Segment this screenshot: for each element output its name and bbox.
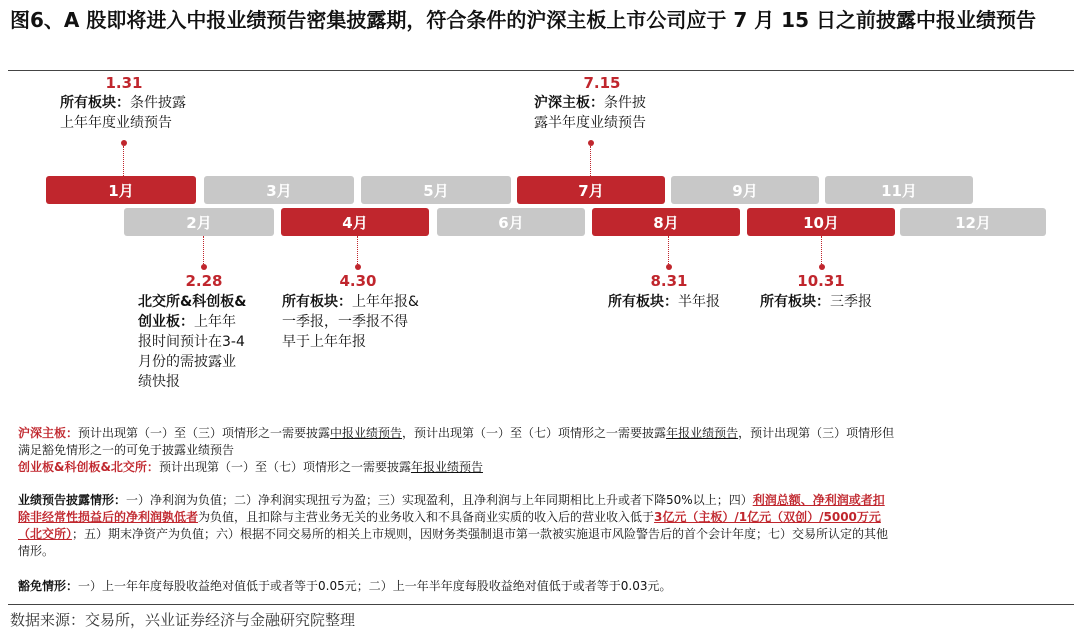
month-bar-11: 11月 [825,176,973,204]
event-2-28-dot [201,264,207,270]
event-2-28-line4: 绩快报 [138,374,180,390]
event-10-31-connector [821,236,822,266]
event-4-30-line3: 早于上年年报 [282,334,366,350]
event-10-31-dot [819,264,825,270]
event-2-28-line3: 月份的需披露业 [138,354,236,370]
note-main-board-text-e: ，预计出现第（三）项情形但 [738,426,895,440]
event-2-28-connector [203,236,204,266]
event-8-31-line1: 半年报 [678,294,720,310]
month-bar-12: 12月 [900,208,1046,236]
event-8-31-dot [666,264,672,270]
month-bar-5: 5月 [361,176,511,204]
event-10-31-desc [760,292,910,312]
event-4-30-date: 4.30 [339,272,377,290]
note-exemption-text: 一）上一年年度每股收益绝对值低于或者等于0.05元；二）上一年半年度每股收益绝对值低于或者等于0.03元。 [78,579,672,593]
month-bar-7: 7月 [517,176,665,204]
note-growth-boards-label: 创业板&科创板&北交所： [18,460,159,474]
note-main-board-text-b: 中报业绩预告 [330,426,403,440]
event-8-31-connector [668,236,669,266]
note-main-board [18,425,1068,459]
event-4-30-dot [355,264,361,270]
event-10-31-line1: 三季报 [830,294,872,310]
month-bar-9: 9月 [671,176,819,204]
note-growth-boards-text-a: 预计出现第（一）至（七）项情形之一需要披露 [158,460,411,474]
event-10-31-date: 10.31 [797,272,845,290]
note-disclosure-text-e: 3亿元（主板）/1亿元（双创）/5000万元 [654,510,881,524]
source-note: 数据来源：交易所，兴业证券经济与金融研究院整理 [10,611,356,629]
note-main-board-label: 沪深主板： [18,426,79,440]
month-bar-1: 1月 [46,176,196,204]
month-bar-6: 6月 [437,208,585,236]
note-exemption-label: 豁免情形： [18,579,79,593]
event-4-30-line2: 一季报，一季报不得 [282,314,408,330]
event-7-15-line1: 条件披 [604,95,646,111]
note-main-board-text-f: 满足豁免情形之一的可免于披露业绩预告 [18,443,235,457]
month-bar-3: 3月 [204,176,354,204]
event-7-15-desc [534,93,704,133]
note-disclosure-text-f: （北交所） [18,527,73,541]
event-1-31-date: 1.31 [105,74,143,92]
event-7-15-line2: 露半年度业绩预告 [534,115,646,131]
bottom-rule [8,604,1074,605]
note-disclosure-conditions [18,492,1068,560]
top-rule [8,70,1074,71]
note-disclosure-text-a: 一）净利润为负值；二）净利润实现扭亏为盈；三）实现盈利，且净利润与上年同期相比上升或者下降50%以上；四） [126,493,753,507]
event-4-30-desc [282,292,462,352]
event-4-30-line1: 上年年报& [352,294,419,310]
figure-title: 图6、A 股即将进入中报业绩预告密集披露期，符合条件的沪深主板上市公司应于 7 月 15 日之前披露中报业绩预告 [10,8,1036,32]
event-8-31-desc [608,292,758,312]
note-main-board-text-a: 预计出现第（一）至（三）项情形之一需要披露 [78,426,331,440]
month-bar-4: 4月 [281,208,429,236]
note-main-board-text-c: ，预计出现第（一）至（七）项情形之一需要披露 [402,426,667,440]
event-1-31-line1: 条件披露 [130,95,186,111]
note-disclosure-text-g: ；五）期末净资产为负值；六）根据不同交易所的相关上市规则，因财务类强制退市第一款被实施退市风险警告后的首个会计年度；七）交易所认定的其他 [72,527,889,541]
event-1-31-line2: 上年年度业绩预告 [60,115,172,131]
event-7-15-dot [588,140,594,146]
event-1-31-board: 所有板块： [60,95,130,111]
note-disclosure-conditions-label: 业绩预告披露情形： [18,493,127,507]
note-exemption [18,578,1068,595]
note-disclosure-text-d: 为负值，且扣除与主营业务无关的业务收入和不具备商业实质的收入后的营业收入低于 [198,510,655,524]
note-main-board-text-d: 年报业绩预告 [666,426,739,440]
event-10-31-board: 所有板块： [760,294,830,310]
event-7-15-board: 沪深主板： [534,95,604,111]
note-growth-boards-text-b: 年报业绩预告 [410,460,483,474]
event-7-15-date: 7.15 [583,74,621,92]
event-4-30-connector [357,236,358,266]
note-disclosure-text-c: 除非经常性损益后的净利润孰低者 [18,510,199,524]
note-growth-boards [18,459,1068,476]
event-2-28-date: 2.28 [185,272,223,290]
event-2-28-board: 北交所&科创板& [138,294,247,310]
event-2-28-desc [138,292,268,392]
note-disclosure-text-b: 利润总额、净利润或者扣 [752,493,885,507]
event-1-31-desc [60,93,230,133]
event-2-28-line1: 上年年 [194,314,236,330]
event-1-31-dot [121,140,127,146]
event-8-31-date: 8.31 [650,272,688,290]
event-2-28-board2: 创业板： [138,314,194,330]
event-2-28-line2: 报时间预计在3-4 [138,334,245,350]
event-4-30-board: 所有板块： [282,294,352,310]
month-bar-10: 10月 [747,208,895,236]
month-bar-8: 8月 [592,208,740,236]
event-7-15-connector [590,146,591,176]
note-disclosure-text-h: 情形。 [18,544,55,558]
event-8-31-board: 所有板块： [608,294,678,310]
month-bar-2: 2月 [124,208,274,236]
event-1-31-connector [123,146,124,176]
